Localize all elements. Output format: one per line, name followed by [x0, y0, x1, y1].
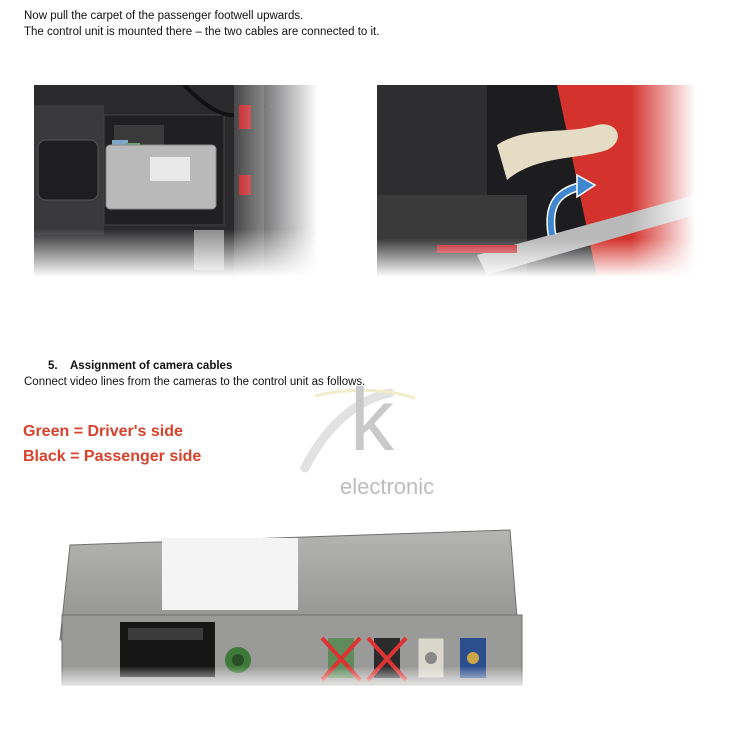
photo-footwell-control-unit — [34, 85, 318, 277]
intro-line-1: Now pull the carpet of the passenger footwell upwards. — [24, 10, 304, 22]
intro-line-2: The control unit is mounted there – the two cables are connected to it. — [24, 26, 380, 38]
photo-door-sill — [377, 85, 695, 277]
section-body: Connect video lines from the cameras to the control unit as follows. — [24, 376, 366, 388]
section-title: Assignment of camera cables — [70, 360, 233, 372]
section-number: 5. — [48, 360, 58, 372]
watermark-word: electronic — [340, 474, 435, 499]
green-assignment: Green = Driver's side — [23, 423, 183, 440]
watermark-logo — [295, 370, 455, 499]
photo-control-unit-connectors — [40, 520, 526, 692]
watermark-letter: k — [350, 370, 394, 469]
black-assignment: Black = Passenger side — [23, 448, 202, 465]
